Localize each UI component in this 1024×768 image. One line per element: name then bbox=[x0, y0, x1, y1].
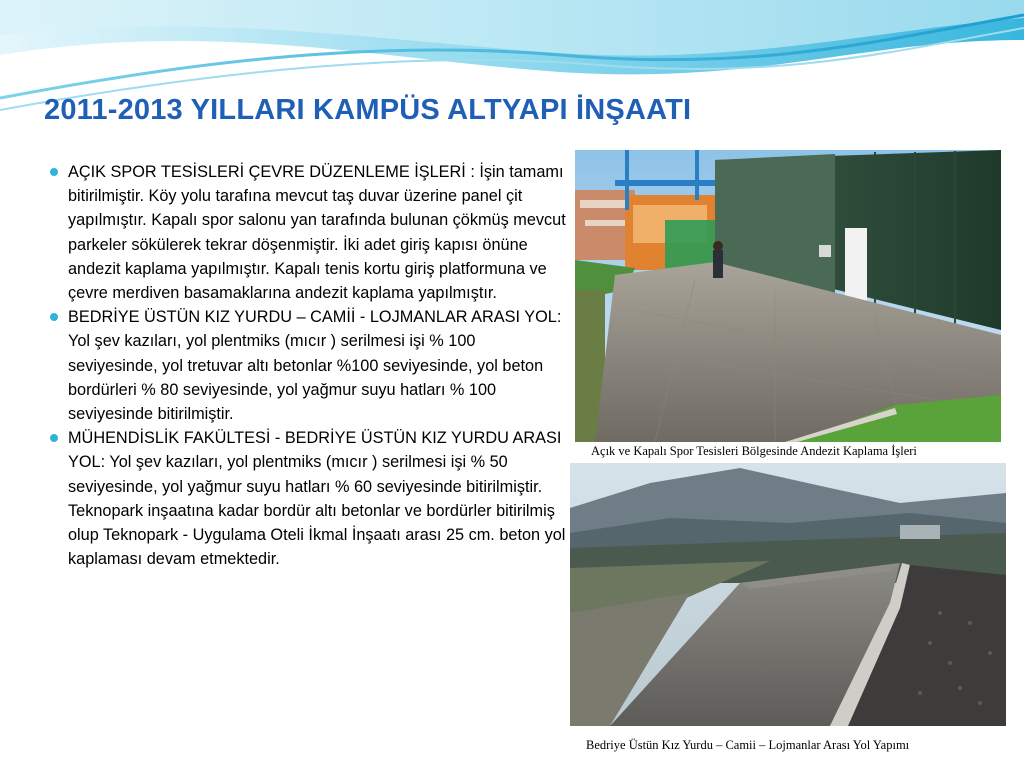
photo-caption-1: Açık ve Kapalı Spor Tesisleri Bölgesinde Andezit Kaplama İşleri bbox=[591, 444, 917, 458]
bullet-text: MÜHENDİSLİK FAKÜLTESİ - BEDRİYE ÜSTÜN KIZ YURDU ARASI YOL: Yol şev kazıları, yol plentmiks (mıcır ) serilmesi işi % 50 seviyesinde, yol yağmur suyu hatları % 60 seviyesinde bitirilmiştir. Teknopark inşaatına kadar bordür altı betonlar ve bordürler bitirilmiş olup Teknopark - Uygulama Oteli İkmal İnşaatı arası 25 cm. beton yol kaplaması devam etmektedir. bbox=[68, 429, 566, 569]
list-item bbox=[48, 305, 568, 426]
bullet-dot-icon bbox=[50, 313, 58, 321]
road-construction-photo bbox=[570, 463, 1006, 726]
list-item bbox=[48, 160, 568, 305]
bullet-text: AÇIK SPOR TESİSLERİ ÇEVRE DÜZENLEME İŞLERİ : İşin tamamı bitirilmiştir. Köy yolu tarafına mevcut taş duvar üzerine panel çit yapılmıştır. Kapalı spor salonu yan tarafında bulunan çökmüş mevcut parkeler sökülerek tekrar döşenmiştir. İki adet giriş kapısı önüne andezit kaplama yapılmıştır. Kapalı tenis kortu giriş platformuna ve çevre merdiven basamaklarına andezit kaplama yapılmıştır. bbox=[68, 163, 566, 303]
bullet-dot-icon bbox=[50, 434, 58, 442]
bullet-list bbox=[48, 160, 568, 571]
list-item bbox=[48, 426, 568, 571]
bullet-text: BEDRİYE ÜSTÜN KIZ YURDU – CAMİİ - LOJMANLAR ARASI YOL: Yol şev kazıları, yol plentmiks (mıcır ) serilmesi işi % 100 seviyesinde, yol tretuvar altı betonlar %100 seviyesinde, yol beton bordürleri % 80 seviyesinde, yol yağmur suyu hatları % 100 seviyesinde bitirilmiştir. bbox=[68, 308, 562, 424]
photo-caption-2: Bedriye Üstün Kız Yurdu – Camii – Lojmanlar Arası Yol Yapımı bbox=[586, 738, 910, 752]
sports-facility-photo bbox=[575, 150, 1001, 442]
slide-title: 2011-2013 YILLARI KAMPÜS ALTYAPI İNŞAATI bbox=[44, 94, 692, 126]
bullet-dot-icon bbox=[50, 168, 58, 176]
